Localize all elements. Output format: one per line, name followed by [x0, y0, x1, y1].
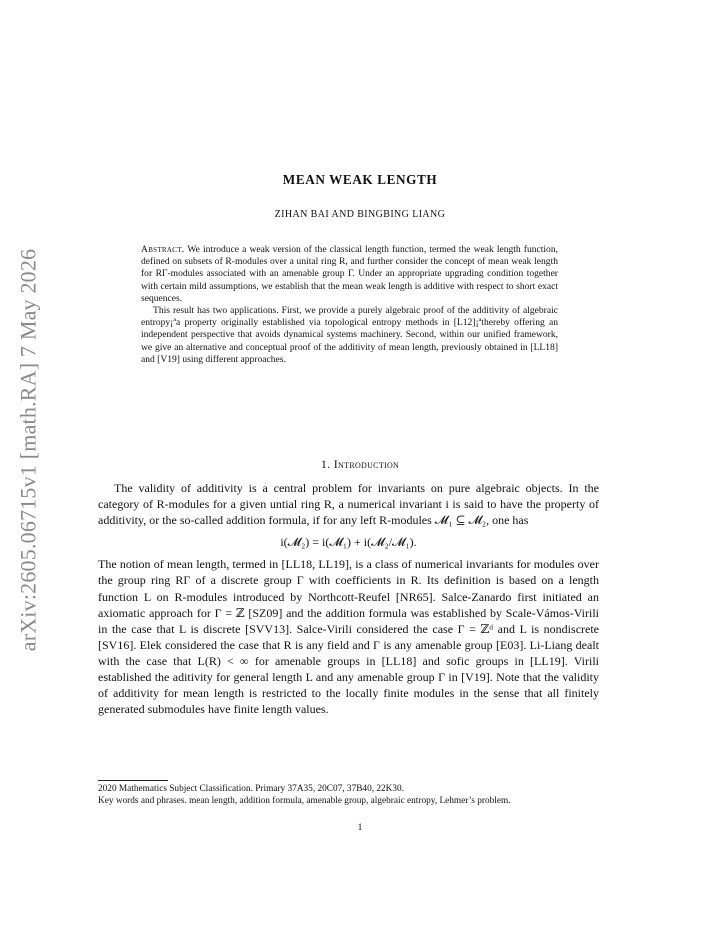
abstract-text-1: We introduce a weak version of the classical length function, termed the weak length function, defined on subsets of R-modules over a unital ring R, and further consider the concept of mean weak length for RΓ-modules associated with an amenable group Γ. Under an appropriate upgrading condition together with certain mild assumptions, we establish that the mean weak length is additive with respect to short exact sequences.: [141, 244, 558, 304]
body-paragraph-1: The validity of additivity is a central problem for invariants on pure algebraic objects. In the category of R-modules for a given untial ring R, a numerical invariant i is said to have the property of additivity, or the so-called addition formula, if for any left R-modules 𝓜₁ ⊆ 𝓜₂, one has: [98, 481, 599, 528]
arxiv-identifier-text: arXiv:2605.06715v1 [math.RA] 7 May 2026: [15, 248, 41, 652]
addition-formula-equation: i(𝓜₂) = i(𝓜₁) + i(𝓜₂/𝓜₁).: [280, 535, 417, 550]
paper-title: MEAN WEAK LENGTH: [282, 172, 438, 187]
introduction-body: [98, 480, 599, 717]
footnote-keywords: Key words and phrases. mean length, addition formula, amenable group, algebraic entropy, Lehmer’s problem.: [98, 796, 511, 807]
abstract: [141, 244, 558, 366]
page-number: 1: [357, 823, 363, 833]
abstract-paragraph-2: This result has two applications. First, we provide a purely algebraic proof of the additivity of algebraic entropy¡ªa property originally established via topological entropy methods in [L12]¡ªthereby offering an independent perspective that avoids dynamical systems machinery. Second, within our unified framework, we give an alternative and conceptual proof of the additivity of mean length, previously obtained in [LL18] and [V19] using different approaches.: [141, 305, 558, 365]
arxiv-identifier-stamp: [0, 245, 56, 655]
paper-authors: ZIHAN BAI AND BINGBING LIANG: [274, 209, 446, 220]
footnote-rule: [98, 780, 168, 781]
abstract-label: Abstract.: [141, 244, 185, 255]
footnote: [98, 783, 599, 807]
body-paragraph-2: The notion of mean length, termed in [LL18, LL19], is a class of numerical invariants for modules over the group ring RΓ of a discrete group Γ with coefficients in R. Its definition is based on a length function L on R-modules introduced by Northcott-Reufel [NR65]. Salce-Zanardo first initiated an axiomatic approach for Γ = ℤ [SZ09] and the addition formula was established by Scale-Vámos-Virili in the case that L is discrete [SVV13]. Salce-Virili considered the case Γ = ℤᵈ and L is nondiscrete [SV16]. Elek considered the case that R is any field and Γ is any amenable group [E03]. Li-Liang dealt with the case that L(R) < ∞ for amenable groups in [LL18] and sofic groups in [LL19]. Virili established the aditivity for general length L and any amenable group Γ in [V19]. Note that the validity of additivity for mean length is restricted to the locally finite modules in the sense that all finitely generated submodules have finite length values.: [98, 557, 599, 717]
section-heading-introduction: 1. Introduction: [320, 457, 400, 471]
footnote-msc: 2020 Mathematics Subject Classification. Primary 37A35, 20C07, 37B40, 22K30.: [98, 784, 404, 794]
abstract-paragraph-1: [141, 244, 558, 305]
